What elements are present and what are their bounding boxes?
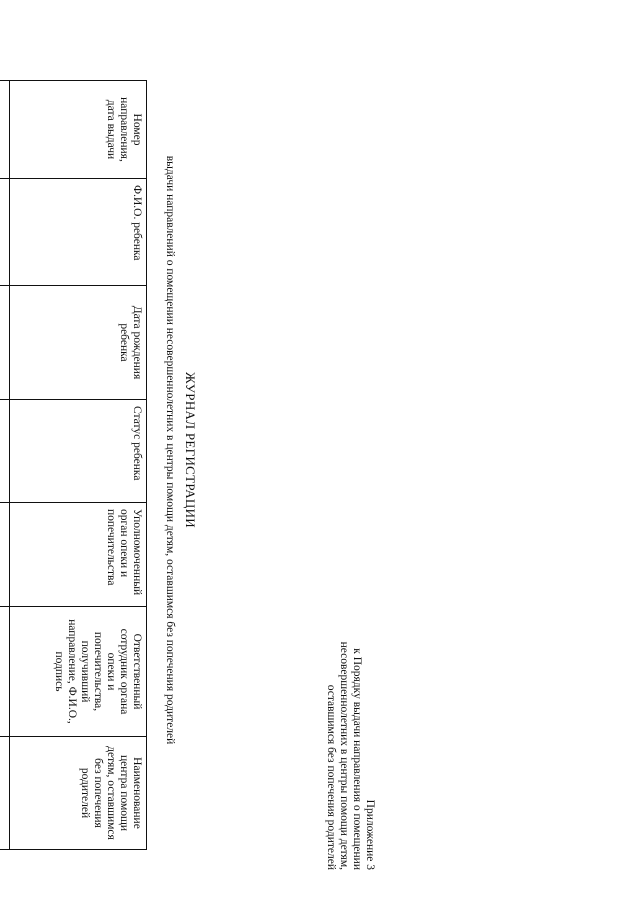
table-header-row [10, 81, 147, 850]
header-cell-child-name: Ф.И.О. ребенка [10, 179, 147, 286]
table-row [0, 81, 10, 850]
appendix-line-2: к Порядку выдачи направления о помещении [351, 648, 363, 870]
header-cell-number-date: Номер направления, дата выдачи [10, 81, 147, 179]
column-number-6 [0, 607, 10, 737]
document-title: ЖУРНАЛ РЕГИСТРАЦИИ [183, 372, 198, 528]
header-cell-birth-date: Дата рождения ребенка [10, 286, 147, 400]
appendix-line-4: оставшимся без попечения родителей [325, 684, 337, 870]
column-number-1 [0, 81, 10, 179]
column-number-5 [0, 503, 10, 607]
appendix-line-3: несовершеннолетних в центры помощи детям, [338, 641, 350, 870]
registration-table [0, 80, 147, 850]
header-cell-child-status: Статус ребенка [10, 400, 147, 503]
header-cell-center-name: Наименование центра помощи детям, оставшимся без попечения родителей [10, 737, 147, 850]
appendix-line-1: Приложение 3 [364, 799, 376, 870]
header-cell-guardianship-body: Уполномоченный орган опеки и попечительства [10, 503, 147, 607]
header-cell-responsible-employee: Ответственный сотрудник органа опеки и попечительства, получивший направление, Ф.И.О., подпись [10, 607, 147, 737]
rotated-page [20, 50, 390, 870]
column-number-4 [0, 400, 10, 503]
column-number-2 [0, 179, 10, 286]
column-number-3 [0, 286, 10, 400]
document-subtitle: выдачи направлений о помещении несовершеннолетних в центры помощи детям, оставшимся без попечения родителей [164, 155, 176, 745]
column-number-7 [0, 737, 10, 850]
appendix-header [324, 470, 376, 870]
